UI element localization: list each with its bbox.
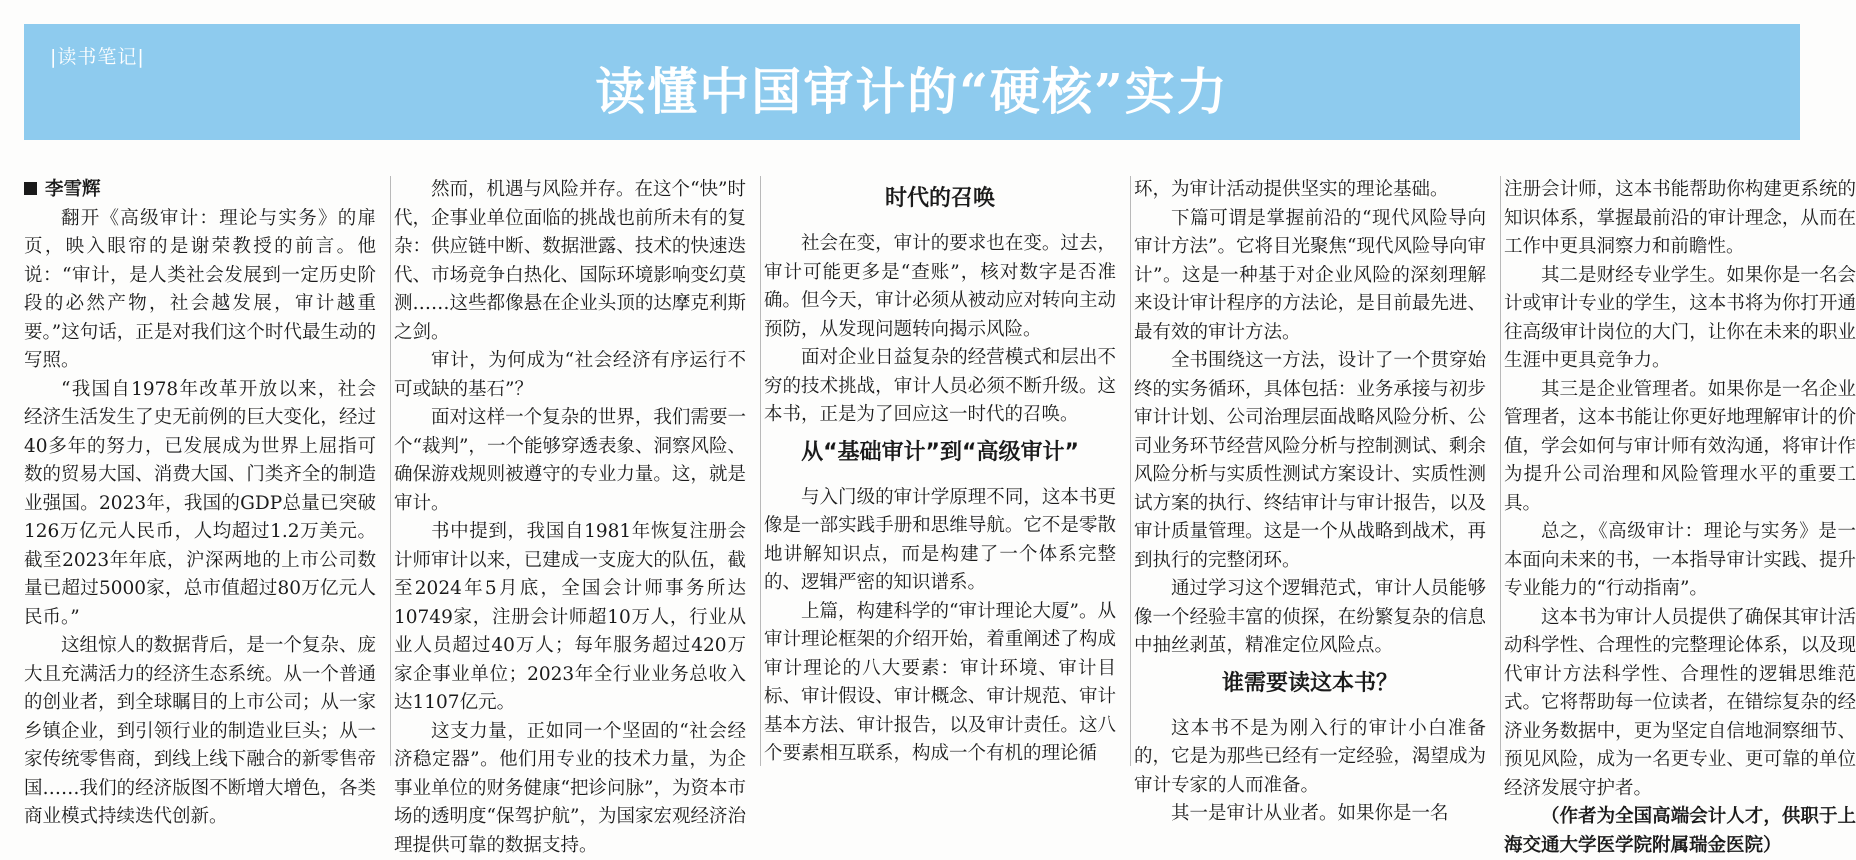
section-tag: |读书笔记|: [50, 42, 145, 69]
paragraph: 这本书为审计人员提供了确保其审计活动科学性、合理性的完整理论体系，以及现代审计方法科学性、合理性的逻辑思维范式。它将帮助每一位读者，在错综复杂的经济业务数据中，更为坚定自信地洞察细节、预见风险，成为一名更专业、更可靠的单位经济发展守护者。: [1504, 604, 1856, 804]
paragraph: 其二是财经专业学生。如果你是一名会计或审计专业的学生，这本书将为你打开通往高级审计岗位的大门，让你在未来的职业生涯中更具竞争力。: [1504, 262, 1856, 376]
paragraph: 这支力量，正如同一个坚固的“社会经济稳定器”。他们用专业的技术力量，为企事业单位的财务健康“把诊问脉”，为资本市场的透明度“保驾护航”，为国家宏观经济治理提供可靠的数据支持。: [394, 718, 746, 860]
paragraph: 环，为审计活动提供坚实的理论基础。: [1134, 176, 1486, 205]
section-heading: 时代的召唤: [764, 184, 1116, 214]
column-4: [1134, 176, 1486, 829]
paragraph: 然而，机遇与风险并存。在这个“快”时代，企事业单位面临的挑战也前所未有的复杂：供应链中断、数据泄露、技术的快速迭代、市场竞争白热化、国际环境影响变幻莫测……这些都像悬在企业头顶的达摩克利斯之剑。: [394, 176, 746, 347]
paragraph: 通过学习这个逻辑范式，审计人员能够像一个经验丰富的侦探，在纷繁复杂的信息中抽丝剥茧，精准定位风险点。: [1134, 575, 1486, 661]
paragraph: 与入门级的审计学原理不同，这本书更像是一部实践手册和思维导航。它不是零散地讲解知识点，而是构建了一个体系完整的、逻辑严密的知识谱系。: [764, 484, 1116, 598]
column-divider: [390, 176, 391, 766]
column-divider: [760, 176, 761, 766]
paragraph: 面对这样一个复杂的世界，我们需要一个“裁判”，一个能够穿透表象、洞察风险、确保游戏规则被遵守的专业力量。这，就是审计。: [394, 404, 746, 518]
paragraph: 书中提到，我国自1981年恢复注册会计师审计以来，已建成一支庞大的队伍，截至2024年5月底，全国会计师事务所达10749家，注册会计师超10万人，行业从业人员超过40万人；每年服务超过420万家企事业单位；2023年全行业业务总收入达1107亿元。: [394, 518, 746, 718]
column-divider: [1500, 176, 1501, 766]
column-2: [394, 176, 746, 860]
column-1: [24, 176, 376, 832]
paragraph: 这组惊人的数据背后，是一个复杂、庞大且充满活力的经济生态系统。从一个普通的创业者，到全球瞩目的上市公司；从一家乡镇企业，到引领行业的制造业巨头；从一家传统零售商，到线上线下融合的新零售帝国……我们的经济版图不断增大增色，各类商业模式持续迭代创新。: [24, 632, 376, 832]
paragraph: 审计，为何成为“社会经济有序运行不可或缺的基石”？: [394, 347, 746, 404]
section-heading: 从“基础审计”到“高级审计”: [764, 438, 1116, 468]
article-title: 读懂中国审计的“硬核”实力: [24, 52, 1800, 124]
paragraph: 注册会计师，这本书能帮助你构建更系统的知识体系，掌握最前沿的审计理念，从而在工作中更具洞察力和前瞻性。: [1504, 176, 1856, 262]
paragraph: 其一是审计从业者。如果你是一名: [1134, 800, 1486, 829]
section-heading: 谁需要读这本书？: [1134, 669, 1486, 699]
byline-square-icon: [24, 182, 37, 195]
paragraph: 社会在变，审计的要求也在变。过去，审计可能更多是“查账”，核对数字是否准确。但今天，审计必须从被动应对转向主动预防，从发现问题转向揭示风险。: [764, 230, 1116, 344]
column-3: [764, 176, 1116, 769]
column-5: [1504, 176, 1856, 860]
paragraph: 其三是企业管理者。如果你是一名企业管理者，这本书能让你更好地理解审计的价值，学会如何与审计师有效沟通，将审计作为提升公司治理和风险管理水平的重要工具。: [1504, 376, 1856, 519]
author-note: （作者为全国高端会计人才，供职于上海交通大学医学院附属瑞金医院）: [1504, 803, 1856, 860]
paragraph: 翻开《高级审计：理论与实务》的扉页，映入眼帘的是谢荣教授的前言。他说：“审计，是人类社会发展到一定历史阶段的必然产物，社会越发展，审计越重要。”这句话，正是对我们这个时代最生动的写照。: [24, 205, 376, 376]
paragraph: 上篇，构建科学的“审计理论大厦”。从审计理论框架的介绍开始，着重阐述了构成审计理论的八大要素：审计环境、审计目标、审计假设、审计概念、审计规范、审计基本方法、审计报告，以及审计责任。这八个要素相互联系，构成一个有机的理论循: [764, 598, 1116, 769]
author-name: 李雪辉: [45, 179, 101, 200]
column-divider: [1130, 176, 1131, 766]
paragraph: 总之，《高级审计：理论与实务》是一本面向未来的书，一本指导审计实践、提升专业能力的“行动指南”。: [1504, 518, 1856, 604]
paragraph: “我国自1978年改革开放以来，社会经济生活发生了史无前例的巨大变化，经过40多年的努力，已发展成为世界上屈指可数的贸易大国、消费大国、门类齐全的制造业强国。2023年，我国的GDP总量已突破126万亿元人民币，人均超过1.2万美元。截至2023年年底，沪深两地的上市公司数量已超过5000家，总市值超过80万亿元人民币。”: [24, 376, 376, 633]
header-banner: [24, 24, 1800, 140]
paragraph: 下篇可谓是掌握前沿的“现代风险导向审计方法”。它将目光聚焦“现代风险导向审计”。这是一种基于对企业风险的深刻理解来设计审计程序的方法论，是目前最先进、最有效的审计方法。: [1134, 205, 1486, 348]
paragraph: 面对企业日益复杂的经营模式和层出不穷的技术挑战，审计人员必须不断升级。这本书，正是为了回应这一时代的召唤。: [764, 344, 1116, 430]
author-byline: [24, 176, 376, 205]
paragraph: 这本书不是为刚入行的审计小白准备的，它是为那些已经有一定经验，渴望成为审计专家的人而准备。: [1134, 715, 1486, 801]
paragraph: 全书围绕这一方法，设计了一个贯穿始终的实务循环，具体包括：业务承接与初步审计计划、公司治理层面战略风险分析、公司业务环节经营风险分析与控制测试、剩余风险分析与实质性测试方案设计、实质性测试方案的执行、终结审计与审计报告，以及审计质量管理。这是一个从战略到战术，再到执行的完整闭环。: [1134, 347, 1486, 575]
